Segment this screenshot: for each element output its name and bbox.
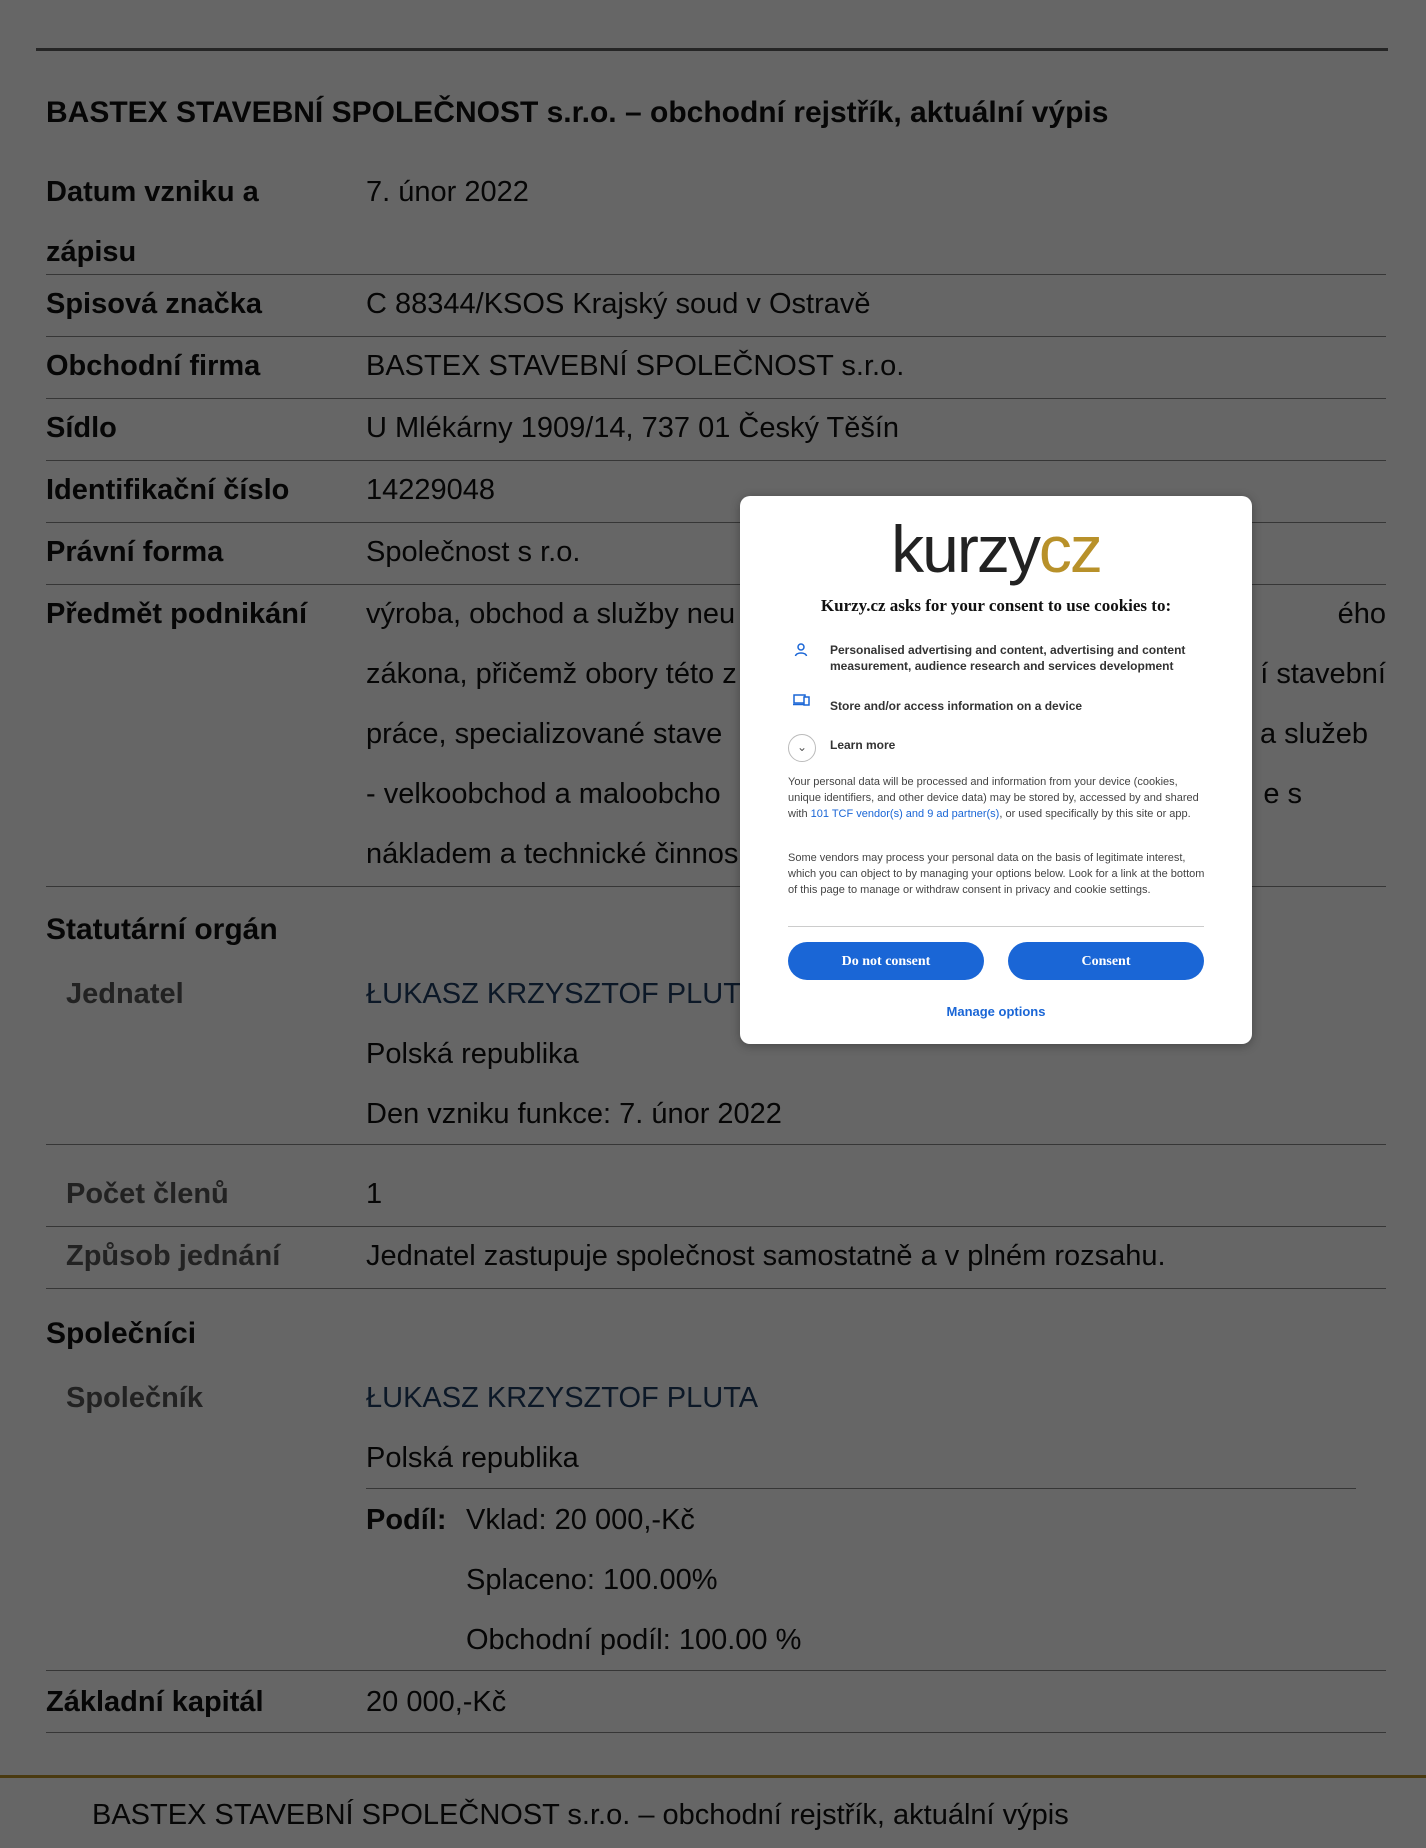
logo-text-cz: cz (1038, 512, 1101, 586)
consent-paragraph-1 (788, 774, 1208, 822)
para1-text-b: , or used specifically by this site or app. (999, 808, 1191, 820)
consent-button[interactable]: Consent (1008, 942, 1204, 980)
purpose-personalised-ads: Personalised advertising and content, advertising and content measurement, audience research and services development (830, 643, 1186, 673)
person-icon (790, 642, 812, 664)
do-not-consent-button[interactable]: Do not consent (788, 942, 984, 980)
cookie-consent-dialog (740, 496, 1252, 1044)
consent-paragraph-2: Some vendors may process your personal data on the basis of legitimate interest, which you can object to by managing your options below. Look for a link at the bottom of this page to manage or withdraw consent in privacy and cookie settings. (788, 852, 1205, 896)
manage-options-link[interactable]: Manage options (946, 1004, 1046, 1019)
para1-text-a: Your personal data will be processed and information from your device (cookies, unique identifiers, and other device data) may be stored by, accessed by and shared with (788, 776, 1199, 820)
vendors-link[interactable]: 101 TCF vendor(s) and 9 ad partner(s) (810, 808, 1000, 820)
consent-divider (788, 926, 1204, 927)
learn-more-toggle[interactable]: Learn more (830, 738, 896, 752)
logo-text-kurzy: kurzy (891, 512, 1039, 586)
device-icon (790, 692, 812, 714)
purpose-store-access: Store and/or access information on a device (830, 699, 1083, 713)
kurzy-logo (740, 514, 1252, 584)
chevron-down-icon[interactable]: ⌄ (788, 734, 816, 762)
consent-title: Kurzy.cz asks for your consent to use cookies to: (820, 596, 1172, 615)
